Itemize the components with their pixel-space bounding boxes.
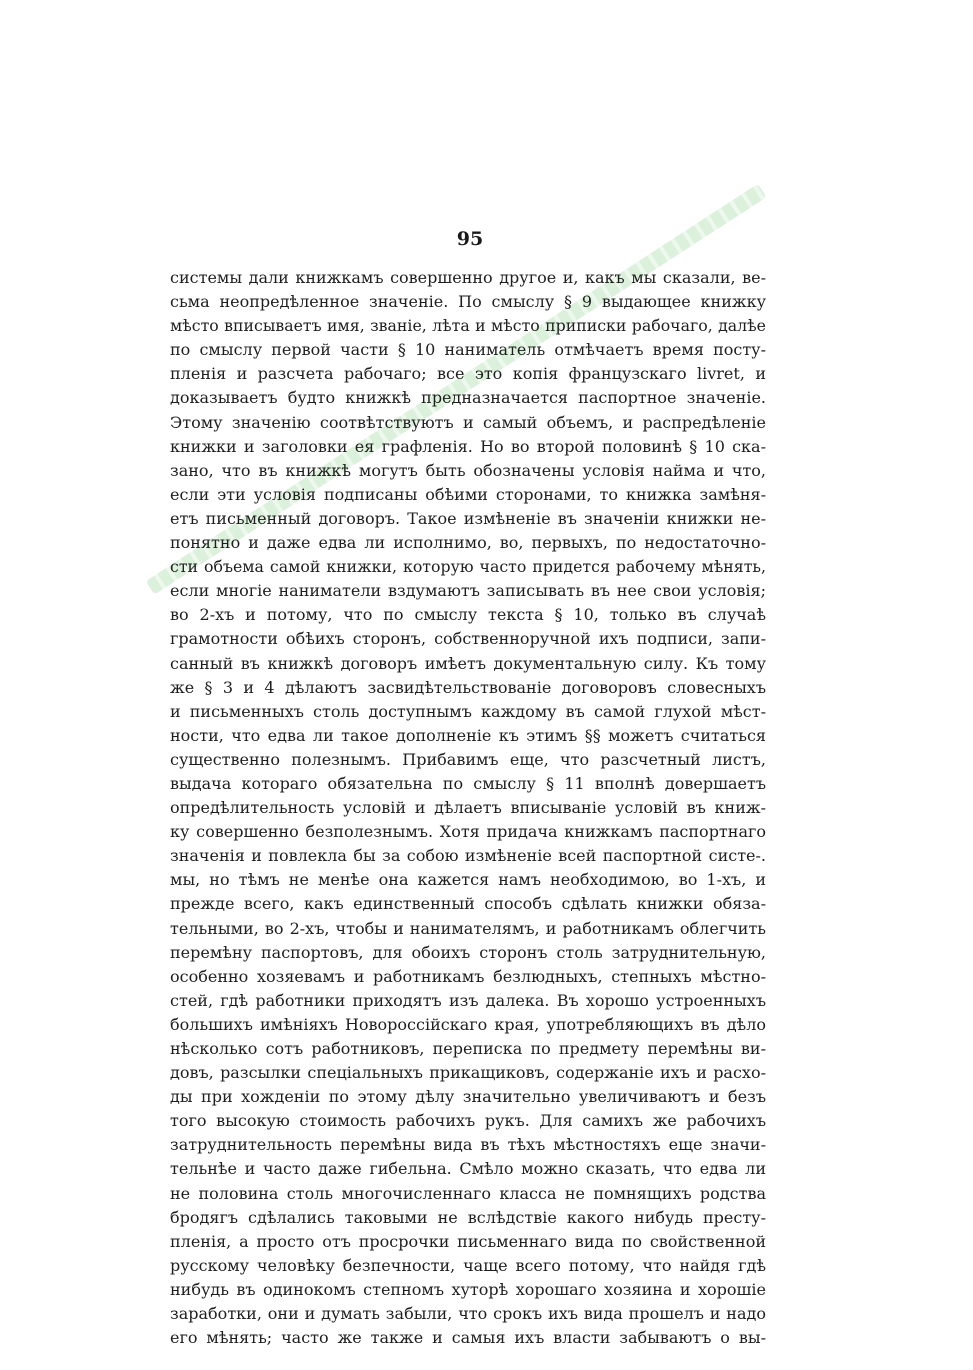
text-line: ку совершенно безполезнымъ. Хотя придача книжкамъ паспортнаго [170,822,766,842]
text-line: опредѣлительность условій и дѣлаетъ вписываніе условій въ книж- [170,798,766,818]
text-line: нибудь въ одинокомъ степномъ хуторѣ хорошаго хозяина и хорошіе [170,1279,766,1299]
text-line: бродягъ сдѣлались таковыми не вслѣдствіе какого нибудь престу- [170,1207,766,1227]
text-line: значенія и повлекла бы за собою измѣненіе всей паспортной систе-. [170,846,766,866]
text-line: зано, что въ книжкѣ могутъ быть обозначены условія найма и что, [170,460,766,480]
text-line: того высокую стоимость рабочихъ рукъ. Для самихъ же рабочихъ [170,1111,766,1131]
text-line: мѣсто вписываетъ имя, званіе, лѣта и мѣсто приписки рабочаго, далѣе [170,316,766,336]
text-line: по смыслу первой части § 10 наниматель отмѣчаетъ время посту- [170,340,766,360]
text-line: грамотности обѣихъ сторонъ, собственноручной ихъ подписи, запи- [170,629,766,649]
text-line: доказываетъ будто книжкѣ предназначается паспортное значеніе. [170,388,766,408]
text-line: мы, но тѣмъ не менѣе она кажется намъ необходимою, во 1-хъ, и [170,870,766,890]
text-line: во 2-хъ и потому, что по смыслу текста § 10, только въ случаѣ [170,605,766,625]
text-line: большихъ имѣніяхъ Новороссійскаго края, употребляющихъ въ дѣло [170,1014,766,1034]
text-line: особенно хозяевамъ и работникамъ безлюдныхъ, степныхъ мѣстно- [170,966,766,986]
text-line: заработки, они и думать забыли, что срокъ ихъ вида прошелъ и надо [170,1304,766,1324]
text-line: Этому значенію соотвѣтствуютъ и самый объемъ, и распредѣленіе [170,412,766,432]
text-line: сьма неопредѣленное значеніе. По смыслу § 9 выдающее книжку [170,292,766,312]
text-line: его мѣнять; часто же также и самыя ихъ власти забываютъ о вы- [170,1328,766,1348]
text-line: существенно полезнымъ. Прибавимъ еще, что разсчетный листъ, [170,749,766,769]
text-line: тельными, во 2-хъ, чтобы и нанимателямъ, и работникамъ облегчить [170,918,766,938]
text-line: и письменныхъ столь доступнымъ каждому въ самой глухой мѣст- [170,701,766,721]
text-line: санный въ книжкѣ договоръ имѣетъ документальную силу. Къ тому [170,653,766,673]
text-line: книжки и заголовки ея графленія. Но во второй половинѣ § 10 ска- [170,436,766,456]
text-line: системы дали книжкамъ совершенно другое и, какъ мы сказали, ве- [170,268,766,287]
text-line: пленія и разсчета рабочаго; все это копія французскаго livret, и [170,364,766,384]
body-text [170,266,766,1350]
page-number: 95 [456,228,484,250]
text-line: если эти условія подписаны обѣими сторонами, то книжка замѣня- [170,484,766,504]
text-line: ды при хожденіи по этому дѣлу значительно увеличиваютъ и безъ [170,1087,766,1107]
text-line: етъ письменный договоръ. Такое измѣненіе въ значеніи книжки не- [170,508,766,528]
text-line: прежде всего, какъ единственный способъ сдѣлать книжки обяза- [170,894,766,914]
text-line: понятно и даже едва ли исполнимо, во, первыхъ, по недостаточно- [170,533,766,553]
text-line: если многіе наниматели вздумаютъ записывать въ нее свои условія; [170,581,766,601]
text-line: выдача котораго обязательна по смыслу § 11 вполнѣ довершаетъ [170,773,766,793]
text-line: не половина столь многочисленнаго класса не помнящихъ родства [170,1183,766,1203]
text-line: ности, что едва ли такое дополненіе къ этимъ §§ можетъ считаться [170,725,766,745]
text-line: нѣсколько сотъ работниковъ, переписка по предмету перемѣны ви- [170,1039,766,1058]
text-line: же § 3 и 4 дѣлаютъ засвидѣтельствованіе договоровъ словесныхъ [170,677,766,697]
text-line: пленія, а просто отъ просрочки письменнаго вида по свойственной [170,1231,766,1251]
text-line: затруднительность перемѣны вида въ тѣхъ мѣстностяхъ еще значи- [170,1135,766,1155]
text-line: тельнѣе и часто даже гибельна. Смѣло можно сказать, что едва ли [170,1159,766,1179]
text-line: стей, гдѣ работники приходятъ изъ далека. Въ хорошо устроенныхъ [170,990,766,1010]
text-line: русскому человѣку безпечности, чаще всего потому, что найдя гдѣ [170,1255,766,1275]
text-line: сти объема самой книжки, которую часто придется рабочему мѣнять, [170,557,766,577]
text-line: довъ, разсылки спеціальныхъ прикащиковъ, содержаніе ихъ и расхо- [170,1063,766,1083]
text-line: перемѣну паспортовъ, для обоихъ сторонъ столь затруднительную, [170,942,766,962]
